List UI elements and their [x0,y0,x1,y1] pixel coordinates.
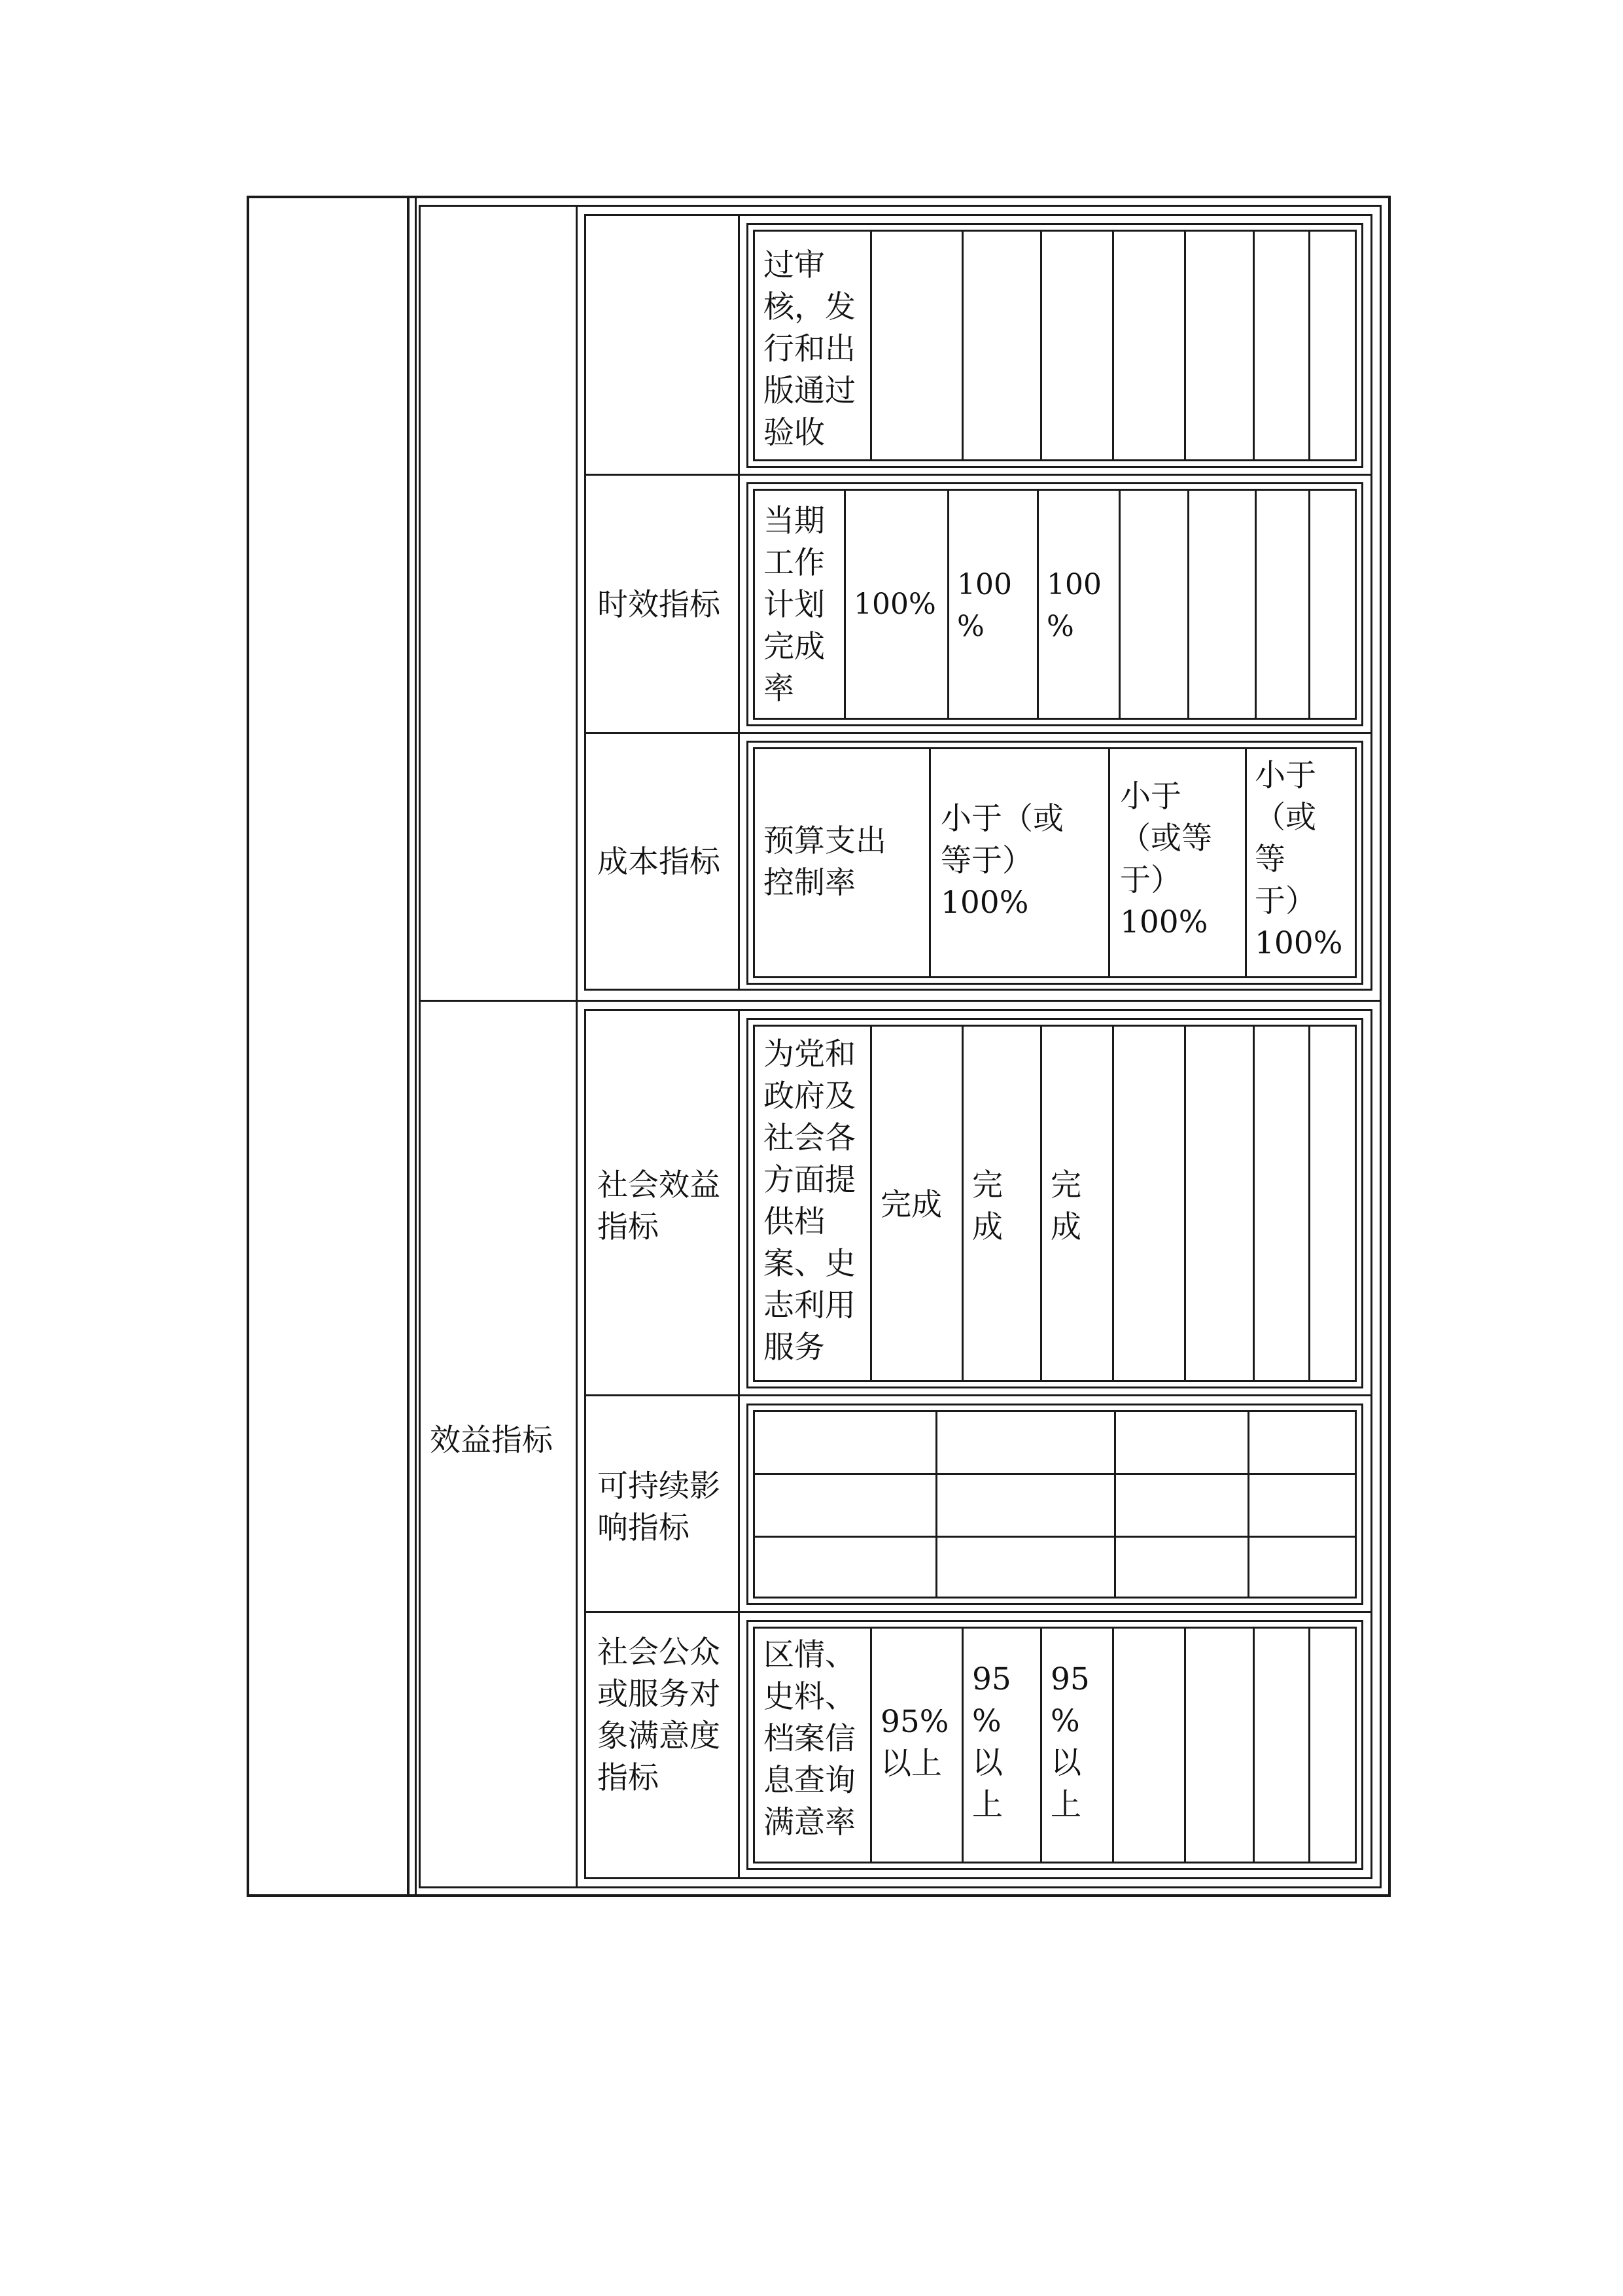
level3-label-sustain: 可持续影 响指标 [597,1468,720,1546]
indicator-social: 为党和 政府及 社会各 方面提 供档 案、史 志利用 服务 [763,1036,856,1366]
cost-value-3: 小于 （或 等 于） 100% [1255,758,1343,961]
social-value-1: 完成 [881,1187,942,1223]
satisfaction-value-2: 95 % 以 上 [972,1661,1011,1823]
level3-benefit-row-divider-1 [584,1394,1372,1396]
level1-column-divider-inner [415,196,417,1897]
level2-row-divider [419,1000,1382,1002]
level3-benefit-col-divider [738,1009,740,1879]
satisfaction-value-1: 95% 以上 [881,1704,949,1782]
level2-column-divider [576,205,578,1888]
indicator-satisfaction: 区情、 史料、 档案信 息查询 满意率 [763,1637,856,1841]
indicator-timeliness: 当期 工作 计划 完成 率 [763,503,825,707]
row-sustain-inner [753,1410,1357,1598]
level1-column-divider [407,196,410,1897]
level3-output-row-divider-1 [584,474,1372,476]
cost-value-1: 小于（或 等于） 100% [941,801,1064,921]
indicator-cost: 预算支出 控制率 [763,823,886,901]
timeliness-value-3: 100 % [1047,568,1102,643]
level3-label-social: 社会效益 指标 [597,1167,720,1245]
indicator-review: 过审 核，发 行和出 版通过 验收 [763,247,856,451]
level2-label-benefit: 效益指标 [430,1422,553,1458]
level3-label-satisfaction: 社会公众 或服务对 象满意度 指标 [597,1634,720,1796]
level3-output-col-divider [738,214,740,991]
timeliness-value-2: 100 % [957,568,1012,643]
social-value-2: 完 成 [972,1167,1003,1245]
satisfaction-value-3: 95 % 以 上 [1051,1661,1090,1823]
level3-label-cost: 成本指标 [597,844,720,880]
level3-output-row-divider-2 [584,732,1372,734]
timeliness-value-1: 100% [854,588,936,621]
social-value-3: 完 成 [1051,1167,1081,1245]
cost-value-2: 小于 （或等 于） 100% [1120,779,1212,940]
level3-label-timeliness: 时效指标 [597,587,720,623]
level3-benefit-row-divider-2 [584,1611,1372,1613]
